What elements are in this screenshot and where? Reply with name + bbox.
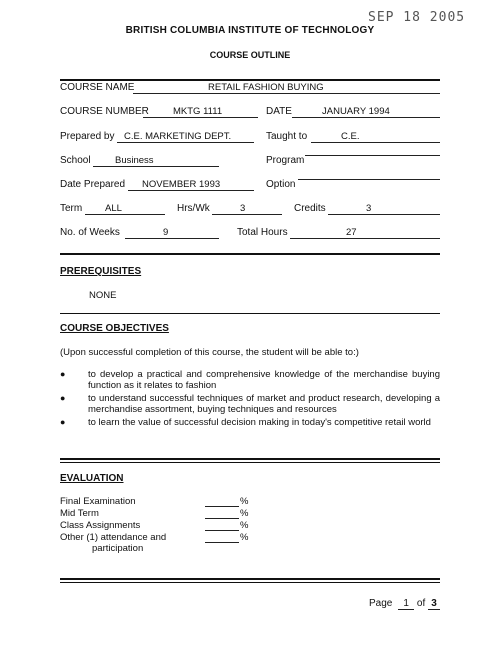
program-field [305, 155, 440, 156]
prerequisites-value: NONE [89, 290, 117, 301]
form-divider [60, 253, 440, 255]
objective-text: to learn the value of successful decision making in today's competitive retail world [88, 417, 431, 428]
objectives-intro: (Upon successful completion of this course, the student will be able to:) [60, 347, 359, 358]
objectives-divider [60, 458, 440, 460]
evaluation-blank [205, 531, 239, 543]
course-name-label: COURSE NAME [60, 82, 135, 93]
date-prepared-field [128, 179, 254, 191]
option-label: Option [266, 179, 296, 190]
objective-text: to develop a practical and comprehensive knowledge of the merchandise buying function as it relates to fashion [88, 369, 440, 391]
program-label: Program [266, 155, 305, 166]
list-item [60, 369, 440, 393]
prepared-by-value: C.E. MARKETING DEPT. [124, 131, 232, 142]
term-label: Term [60, 203, 83, 214]
evaluation-label: Class Assignments [60, 520, 141, 531]
evaluation-heading: EVALUATION [60, 473, 124, 484]
percent-sign: % [240, 532, 249, 543]
prerequisites-divider [60, 313, 440, 314]
bullet-icon: ● [60, 417, 66, 427]
course-number-value: MKTG 1111 [173, 106, 223, 117]
percent-sign: % [240, 508, 249, 519]
prerequisites-heading: PREREQUISITES [60, 266, 142, 277]
course-name-field [133, 82, 440, 94]
prepared-by-field [117, 131, 254, 143]
date-label: DATE [266, 106, 292, 117]
evaluation-blank [205, 507, 239, 519]
page-indicator [369, 598, 440, 610]
evaluation-label-cont: participation [92, 543, 144, 554]
objectives-divider-thin [60, 462, 440, 463]
taught-to-label: Taught to [266, 131, 308, 142]
date-prepared-label: Date Prepared [60, 179, 126, 190]
objectives-heading: COURSE OBJECTIVES [60, 323, 169, 334]
taught-to-value: C.E. [341, 131, 360, 142]
school-label: School [60, 155, 91, 166]
institution-name: BRITISH COLUMBIA INSTITUTE OF TECHNOLOGY [125, 25, 375, 36]
bullet-icon: ● [60, 393, 66, 403]
term-field [85, 203, 165, 215]
evaluation-label: Mid Term [60, 508, 99, 519]
date-field [292, 106, 440, 118]
hrs-wk-label: Hrs/Wk [177, 203, 210, 214]
evaluation-label: Final Examination [60, 496, 136, 507]
total-hours-field [290, 227, 440, 239]
list-item [60, 393, 440, 417]
date-prepared-value: NOVEMBER 1993 [142, 179, 221, 190]
objective-text: to understand successful techniques of market and product research, developing a merchandise assortment, buying techniques and resources [88, 393, 440, 415]
weeks-field [125, 227, 219, 239]
course-number-field [143, 106, 258, 118]
evaluation-blank [205, 495, 239, 507]
page-number: 1 [398, 598, 414, 610]
evaluation-divider [60, 578, 440, 580]
prepared-by-label: Prepared by [60, 131, 115, 142]
school-field [93, 155, 219, 167]
hrs-wk-value: 3 [240, 203, 246, 214]
page-label: Page [369, 598, 393, 609]
weeks-value: 9 [163, 227, 169, 238]
evaluation-blank [205, 519, 239, 531]
received-stamp: SEP 18 2005 [368, 10, 466, 25]
total-hours-label: Total Hours [237, 227, 288, 238]
percent-sign: % [240, 520, 249, 531]
page-total: 3 [428, 598, 440, 610]
course-name-value: RETAIL FASHION BUYING [208, 82, 324, 93]
evaluation-divider-thin [60, 582, 440, 583]
option-field [298, 179, 440, 180]
list-item [60, 417, 440, 441]
course-number-label: COURSE NUMBER [60, 106, 149, 117]
credits-label: Credits [294, 203, 326, 214]
bullet-icon: ● [60, 369, 66, 379]
school-value: Business [115, 155, 154, 166]
credits-field [328, 203, 440, 215]
evaluation-label: Other (1) attendance and [60, 532, 167, 543]
top-divider [60, 79, 440, 81]
of-label: of [416, 598, 426, 609]
total-hours-value: 27 [346, 227, 357, 238]
term-value: ALL [105, 203, 122, 214]
hrs-wk-field [212, 203, 282, 215]
credits-value: 3 [366, 203, 372, 214]
date-value: JANUARY 1994 [322, 106, 390, 117]
taught-to-field [311, 131, 440, 143]
document-title: COURSE OUTLINE [209, 50, 291, 60]
percent-sign: % [240, 496, 249, 507]
weeks-label: No. of Weeks [60, 227, 120, 238]
